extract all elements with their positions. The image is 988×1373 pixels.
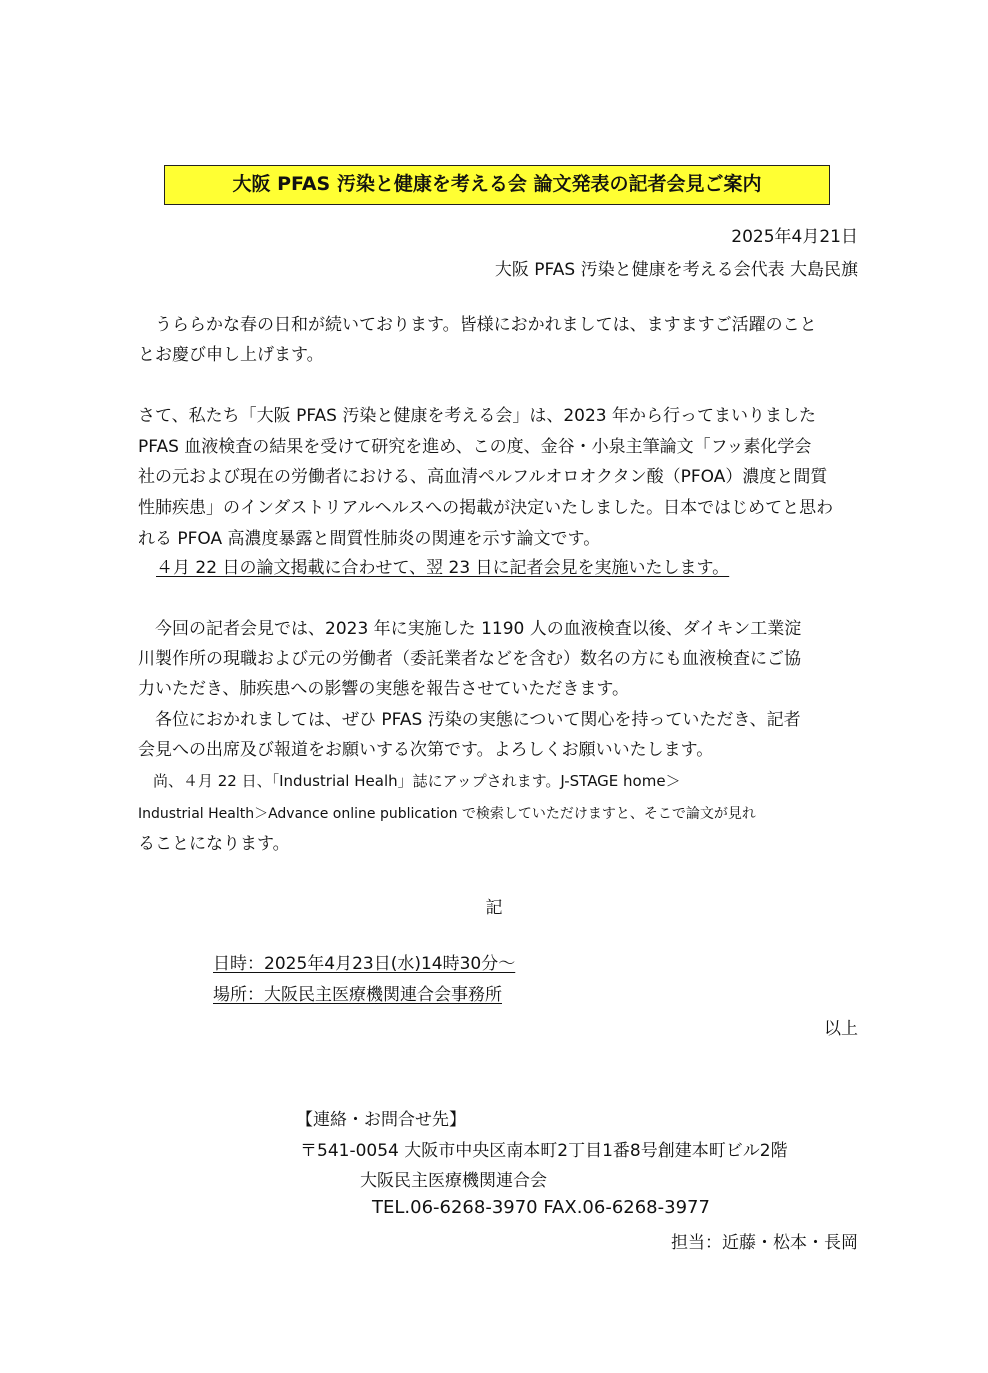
contact-heading: 【連絡・お問合せ先】 <box>296 1110 466 1130</box>
para3-line: 川製作所の現職および元の労働者（委託業者などを含む）数名の方にも血液検査にご協 <box>138 649 801 669</box>
para3-line: 力いただき、肺疾患への影響の実態を報告させていただきます。 <box>138 679 629 699</box>
para3-line: ることになります。 <box>138 834 290 854</box>
document-date: 2025年4月21日 <box>731 227 858 247</box>
para3-line: 会見への出席及び報道をお願いする次第です。よろしくお願いいたします。 <box>138 740 714 760</box>
contact-phone-fax: TEL.06-6268-3970 FAX.06-6268-3977 <box>372 1197 710 1218</box>
contact-address: 〒541-0054 大阪市中央区南本町2丁目1番8号創建本町ビル2階 <box>300 1141 788 1161</box>
para3-line: Industrial Health＞Advance online publication で検索していただけますと、そこで論文が見れ <box>138 806 756 822</box>
event-datetime: 日時：2025年4月23日(水)14時30分～ <box>213 954 516 974</box>
sender-line: 大阪 PFAS 汚染と健康を考える会代表 大島民旗 <box>494 260 858 280</box>
para2-line: さて、私たち「大阪 PFAS 汚染と健康を考える会」は、2023 年から行ってまいりました <box>138 406 817 426</box>
para1-line: うららかな春の日和が続いております。皆様におかれましては、ますますご活躍のこと <box>138 315 817 335</box>
contact-org: 大阪民主医療機関連合会 <box>360 1171 547 1191</box>
ki-heading: 記 <box>485 898 503 918</box>
contact-staff: 担当：近藤・松本・長岡 <box>671 1233 858 1253</box>
para3-line: 各位におかれましては、ぜひ PFAS 汚染の実態について関心を持っていただき、記者 <box>138 710 801 730</box>
para2-line: 社の元および現在の労働者における、高血清ペルフルオロオクタン酸（PFOA）濃度と間質 <box>138 467 828 487</box>
event-place: 場所：大阪民主医療機関連合会事務所 <box>213 985 502 1005</box>
para2-line: れる PFOA 高濃度暴露と間質性肺炎の関連を示す論文です。 <box>138 529 601 549</box>
para3-line: 今回の記者会見では、2023 年に実施した 1190 人の血液検査以後、ダイキン工業淀 <box>138 619 802 639</box>
document-title: 大阪 PFAS 汚染と健康を考える会 論文発表の記者会見ご案内 <box>164 165 830 205</box>
closing-ijo: 以上 <box>824 1019 858 1039</box>
para1-line: とお慶び申し上げます。 <box>138 345 324 365</box>
para2-line: 性肺疾患」のインダストリアルヘルスへの掲載が決定いたしました。日本ではじめてと思わ <box>138 498 834 518</box>
para2-line: PFAS 血液検査の結果を受けて研究を進め、この度、金谷・小泉主筆論文「フッ素化学会 <box>138 437 812 457</box>
para3-line: 尚、４月 22 日、「Industrial Healh」誌にアップされます。J-STAGE home＞ <box>138 772 681 790</box>
press-conference-notice: ４月 22 日の論文掲載に合わせて、翌 23 日に記者会見を実施いたします。 <box>156 558 730 578</box>
